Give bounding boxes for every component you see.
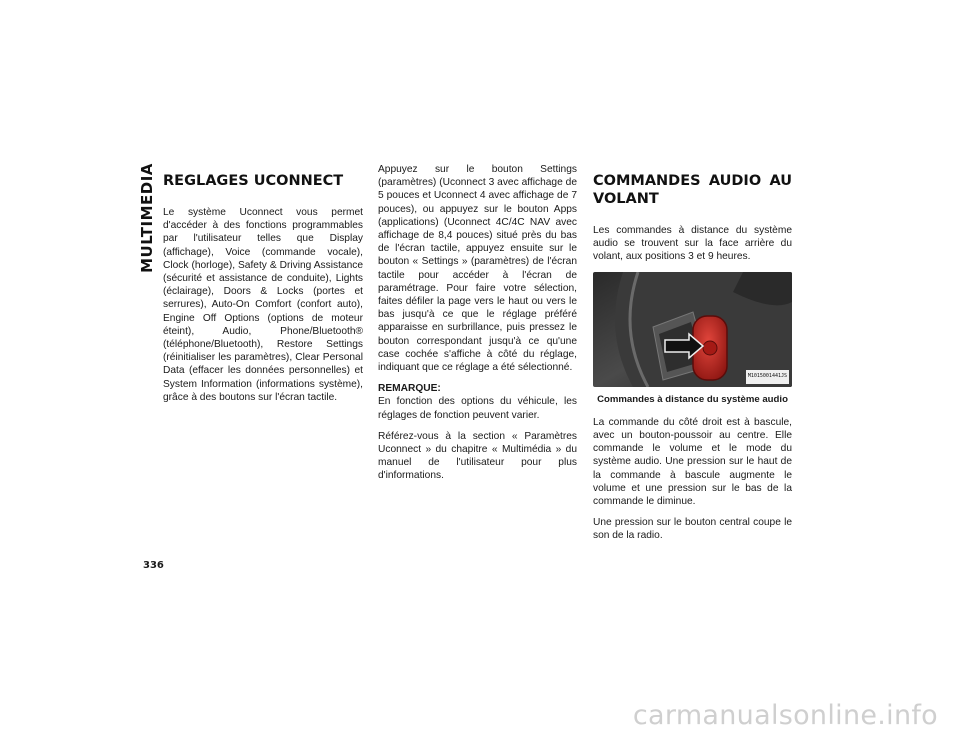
section-title-uconnect: REGLAGES UCONNECT: [163, 173, 344, 189]
audio-intro-paragraph: Les commandes à distance du système audio se trouvent sur la face arrière du volant, aux positions 3 et 9 heures.: [593, 225, 792, 263]
uconnect-paragraph: Le système Uconnect vous permet d'accéder à des fonctions programmables par l'utilisateur telles que Display (affichage), Voice (commande vocale), Clock (horloge), Safety & Driving Assistance (sécurité et assistance de conduite), Lights (éclairage), Doors & Locks (portes et serrures), Auto-On Comfort (confort auto), Engine Off Options (options de moteur éteint), Audio, Phone/Bluetooth® (téléphone/Bluetooth), Restore Settings (réinitialiser les paramètres), Clear Personal Data (effacer les données personnelles) et System Information (informations système), grâce à des boutons sur l'écran tactile.: [163, 207, 363, 403]
steering-wheel-audio-controls-figure: [593, 272, 792, 387]
right-column: [593, 172, 792, 551]
steering-wheel-illustration: [593, 272, 792, 387]
left-column: [163, 172, 363, 412]
figure-caption: Commandes à distance du système audio: [597, 393, 788, 405]
page-number: 336: [143, 560, 164, 571]
reference-paragraph: Référez-vous à la section « Paramètres Uconnect » du chapitre « Multimédia » du manuel de l'utilisateur pour plus d'informations.: [378, 430, 577, 482]
section-title-audio-controls: COMMANDES AUDIO AU VOLANT: [593, 173, 792, 207]
watermark: carmanualsonline.info: [632, 700, 938, 731]
settings-paragraph: Appuyez sur le bouton Settings (paramètres) (Uconnect 3 avec affichage de 5 pouces et Uconnect 4 avec affichage de 7 pouces), ou appuyez sur le bouton Apps (applications) (Uconnect 4C/4C NAV avec affichage de 8,4 pouces) situé près du bas de l'écran tactile, appuyez ensuite sur le bouton « Settings » (paramètres) de l'écran tactile pour accéder à l'écran de paramétrage. Pour faire votre sélection, faites défiler la page vers le haut ou vers le bas jusqu'à ce que le réglage préféré apparaisse en surbrillance, puis pressez le bouton correspondant jusqu'à ce qu'une case cochée s'affiche à côté du réglage, indiquant que ce réglage a été sélectionné.: [378, 164, 577, 374]
note-title: REMARQUE:: [378, 383, 441, 395]
middle-column: [378, 163, 577, 491]
section-tab-label: MULTIMEDIA: [138, 163, 156, 273]
mute-paragraph: Une pression sur le bouton central coupe le son de la radio.: [593, 517, 792, 542]
section-tab: [138, 163, 156, 273]
rocker-switch-paragraph: La commande du côté droit est à bascule, avec un bouton-poussoir au centre. Elle commande le volume et le mode du système audio. Une pression sur le haut de la commande à bascule augmente le volume et une pression sur le bas de la commande le diminue.: [593, 416, 792, 508]
figure-code: M1015001441JS: [746, 370, 789, 383]
note-text: En fonction des options du véhicule, les réglages de fonction peuvent varier.: [378, 396, 577, 421]
